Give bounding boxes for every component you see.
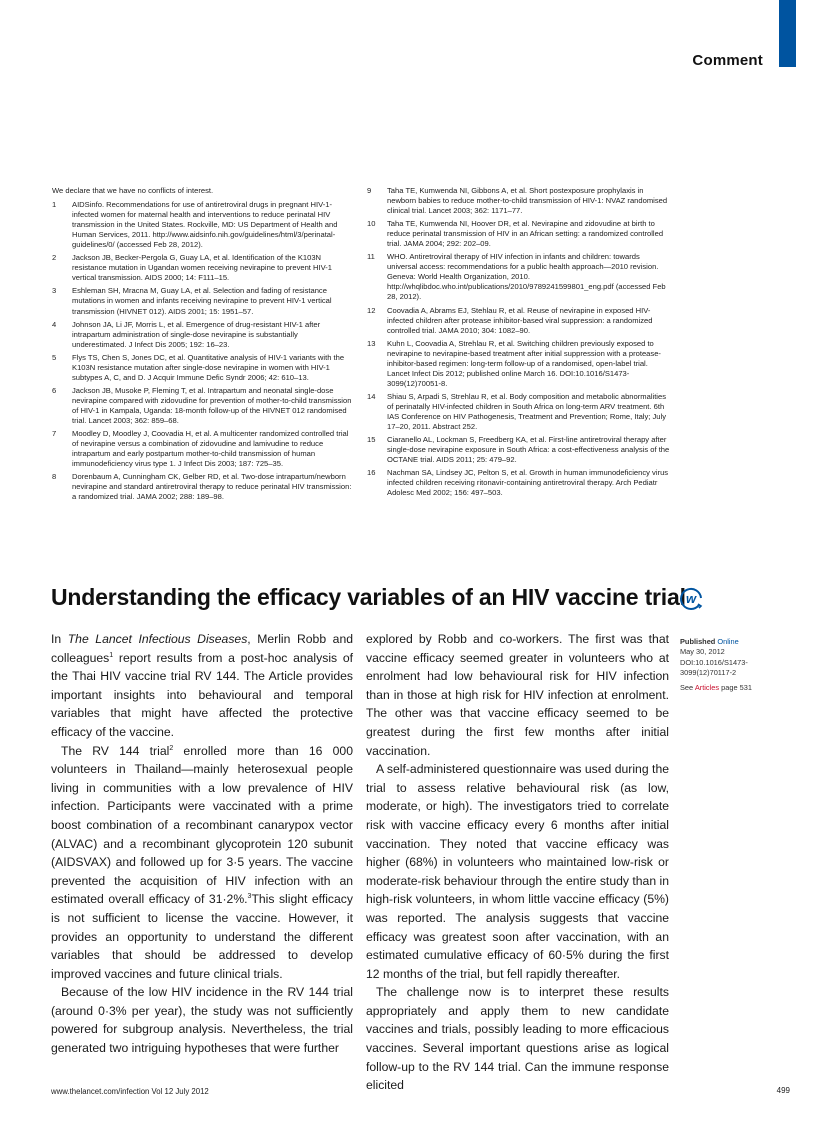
paragraph: Because of the low HIV incidence in the RV 144 trial (around 0·3% per year), the study was not sufficiently powered for subgroup analysis. Nevertheless, the trial generated two intriguing hypotheses that were further <box>51 985 353 1056</box>
published-label: Published <box>680 637 716 646</box>
reference-text: Flys TS, Chen S, Jones DC, et al. Quantitative analysis of HIV-1 variants with the K103N resistance mutation after single-dose nevirapine in women with HIV-1 subtypes A, C, and D. J Acquir Immune Defic Syndr 2006; 42: 610–13. <box>72 352 345 382</box>
reference-text: WHO. Antiretroviral therapy of HIV infection in infants and children: towards universal access: recommendations for a public health approach—2010 revision. Geneva: World Health Organization, 2010. http://whqlibdoc.who.int/publications/2010/9789241599801_eng.pdf (accessed Feb 28, 2012). <box>387 252 666 302</box>
reference-text: Jackson JB, Musoke P, Fleming T, et al. Intrapartum and neonatal single-dose nevirapine compared with zidovudine for prevention of mother-to-child transmission of HIV-1 in Kampala, Uganda: 18-month follow-up of the HIVNET 012 randomised trial. Lancet 2003; 362: 859–68. <box>72 385 352 425</box>
reference-number: 16 <box>367 468 376 478</box>
reference-text: Kuhn L, Coovadia A, Strehlau R, et al. Switching children previously exposed to nevirapine to nevirapine-based treatment after initial suppression with a protease-inhibitor-based regimen: long-term follow-up of a randomised, open-label trial. Lancet Infect Dis 2012; published online March 16. DOI:10.1016/S1473-3099(12)70051-8. <box>387 338 661 388</box>
reference-number: 8 <box>52 472 57 482</box>
see-articles-note: See Articles page 531 <box>680 682 752 692</box>
reference-text: Eshleman SH, Mracna M, Guay LA, et al. Selection and fading of resistance mutations in women and infants receiving nevirapine to prevent HIV-1 vertical transmission (HIVNET 012). AIDS 2001; 15: 1951–57. <box>72 286 332 316</box>
reference-text: Jackson JB, Becker-Pergola G, Guay LA, et al. Identification of the K103N resistance mutation in Ugandan women receiving nevirapine to prevent HIV-1 vertical transmission. AIDS 2000; 14: F111–15. <box>72 253 333 283</box>
reference-text: Taha TE, Kumwenda NI, Hoover DR, et al. Nevirapine and zidovudine at birth to reduce perinatal transmission of HIV in an African setting: a randomized controlled trial. JAMA 2004; 292: 202–09. <box>387 219 664 249</box>
reference-item <box>367 339 672 389</box>
reference-number: 11 <box>367 252 375 262</box>
reference-number: 14 <box>367 391 376 401</box>
publication-date: May 30, 2012 <box>680 647 725 657</box>
paragraph: The RV 144 trial$^2$ enrolled more than 16 000 volunteers in Thailand—mainly heterosexual people living in communities with a low prevalence of HIV infection. Participants were vaccinated with a prime boost combination of a recombinant canarypox vector (ALVAC) and a recombinant glycoprotein 120 subunit (AIDSVAX) and followed up for 3·5 years. The vaccine prevented the acquisition of HIV infection with an estimated overall efficacy of 31·2%.$^3$This slight efficacy is not sufficient to license the vaccine. However, it provides an opportunity to understand the different variables that should be addressed to develop improved vaccines and future clinical trials. <box>51 743 353 981</box>
reference-number: 13 <box>367 338 376 348</box>
reference-number: 12 <box>367 305 376 315</box>
web-first-w-icon <box>678 586 704 612</box>
paragraph: A self-administered questionnaire was used during the trial to assess relative behavioural risk (as low, moderate, or high). The investigators tried to correlate risk with vaccine efficacy every 6 months after initial vaccination. They noted that vaccine efficacy was higher (68%) in volunteers who maintained low-risk or moderate-risk behaviour through the entire study than in high-risk volunteers, in whom little vaccine efficacy (5%) was reported. The analysis suggests that vaccine efficacy was greatest soon after vaccination, with an estimated cumulative efficacy of 60·5% during the first 12 months of the trial, but fell rapidly thereafter. <box>366 762 669 981</box>
reference-item <box>367 435 672 465</box>
article-body-right-column <box>366 630 669 1095</box>
reference-item <box>367 392 672 432</box>
reference-number: 2 <box>52 253 57 263</box>
reference-text: Moodley D, Moodley J, Coovadia H, et al. A multicenter randomized controlled trial of nevirapine versus a combination of zidovudine and lamivudine to reduce intrapartum and early postpartum mother-to-child transmission of human immunodeficiency virus type 1. J Infect Dis 2003; 187: 725–35. <box>72 429 349 469</box>
reference-text: AIDSinfo. Recommendations for use of antiretroviral drugs in pregnant HIV-1-infected women for maternal health and interventions to reduce perinatal HIV transmission in the United States. Rockville, MD: US Department of Health and Human Services, 2011. http://www.aidsinfo.nih.gov/guidelines/html/3/perinatal-guidelines/0/ (accessed Feb 28, 2012). <box>72 200 338 250</box>
reference-number: 3 <box>52 286 57 296</box>
article-body-left-column <box>51 630 353 1058</box>
reference-text: Dorenbaum A, Cunningham CK, Gelber RD, et al. Two-dose intrapartum/newborn nevirapine and standard antiretroviral therapy to reduce perinatal HIV transmission: a randomized trial. JAMA 2002; 288: 189–98. <box>72 472 352 502</box>
reference-list <box>367 186 672 498</box>
reference-item <box>52 353 352 383</box>
reference-number: 15 <box>367 435 376 445</box>
section-color-bar <box>779 0 796 67</box>
reference-number: 10 <box>367 219 376 229</box>
page-number: 499 <box>776 1086 790 1095</box>
reference-item <box>367 252 672 302</box>
reference-item <box>367 468 672 498</box>
reference-item <box>52 386 352 426</box>
doi-line-2: 3099(12)70117-2 <box>680 668 737 678</box>
reference-text: Coovadia A, Abrams EJ, Stehlau R, et al. Reuse of nevirapine in exposed HIV-infected children after protease inhibitor-based viral suppression: a randomized controlled trial. JAMA 2010; 304: 1082–90. <box>387 305 653 335</box>
footer-journal-info: www.thelancet.com/infection Vol 12 July 2012 <box>51 1087 209 1096</box>
reference-number: 7 <box>52 429 57 439</box>
reference-text: Johnson JA, Li JF, Morris L, et al. Emergence of drug-resistant HIV-1 after intrapartum administration of single-dose nevirapine is substantially underestimated. J Infect Dis 2005; 192: 16–23. <box>72 319 321 349</box>
references-left-column <box>52 186 352 505</box>
reference-item <box>52 429 352 469</box>
publication-sidenote <box>680 637 752 693</box>
reference-number: 5 <box>52 352 57 362</box>
reference-item <box>367 186 672 216</box>
reference-number: 9 <box>367 186 372 195</box>
paragraph: The challenge now is to interpret these results appropriately and apply them to new candidate vaccines and trials, possibly leading to more efficacious vaccines. Several important questions arise as logical follow-up to the RV 144 trial. Can the immune response elicited <box>366 985 669 1093</box>
reference-text: Nachman SA, Lindsey JC, Pelton S, et al. Growth in human immunodeficiency virus infected children receiving ritonavir-containing antiretroviral therapy. Arch Pediatr Adolesc Med 2002; 156: 497–503. <box>387 468 669 498</box>
references-right-column <box>367 186 672 501</box>
reference-item <box>367 219 672 249</box>
reference-text: Taha TE, Kumwenda NI, Gibbons A, et al. Short postexposure prophylaxis in newborn babies to reduce mother-to-child transmission of HIV-1: NVAZ randomised clinical trial. Lancet 2003; 362: 1171–77. <box>387 186 668 216</box>
conflict-declaration: We declare that we have no conflicts of interest. <box>52 186 214 195</box>
reference-text: Shiau S, Arpadi S, Strehlau R, et al. Body composition and metabolic abnormalities of perinatally HIV-infected children in South Africa on long-term ARV treatment. 6th IAS Conference on HIV Pathogenesis, Treatment and Prevention; Rome, Italy; July 17–20, 2011. Abstract 252. <box>387 391 667 432</box>
doi-line-1: DOI:10.1016/S1473- <box>680 657 748 667</box>
reference-item <box>367 306 672 336</box>
reference-item <box>52 200 352 250</box>
reference-number: 6 <box>52 385 57 395</box>
articles-link[interactable]: Articles <box>694 682 720 692</box>
reference-number: 1 <box>52 200 57 210</box>
reference-item <box>52 472 352 502</box>
paragraph: explored by Robb and co-workers. The first was that vaccine efficacy seemed greater in volunteers who at enrolment had low behavioural risk for HIV infection than in those at high risk for HIV infection at enrolment. The other was that vaccine efficacy seemed to be greatest during the first few months after initial vaccination. <box>366 632 669 758</box>
paragraph: In The Lancet Infectious Diseases, Merlin Robb and colleagues$^1$ report results from a post-hoc analysis of the Thai HIV vaccine trial RV 144. The Article provides important insights into behavioural and temporal variables that might have affected the protective efficacy of the vaccine. <box>51 632 354 739</box>
reference-item <box>52 253 352 283</box>
reference-text: Ciaranello AL, Lockman S, Freedberg KA, et al. First-line antiretroviral therapy after single-dose nevirapine exposure in South Africa: a cost-effectiveness analysis of the OCTANE trial. AIDS 2011; 25: 479–92. <box>387 435 670 465</box>
reference-number: 4 <box>52 319 57 329</box>
article-title: Understanding the efficacy variables of an HIV vaccine trial <box>51 584 686 610</box>
svg-text:w: w <box>685 591 697 606</box>
reference-item <box>52 286 352 316</box>
reference-list <box>52 200 352 502</box>
online-link[interactable]: Online <box>717 637 739 646</box>
section-label: Comment <box>692 52 763 69</box>
reference-item <box>52 320 352 350</box>
